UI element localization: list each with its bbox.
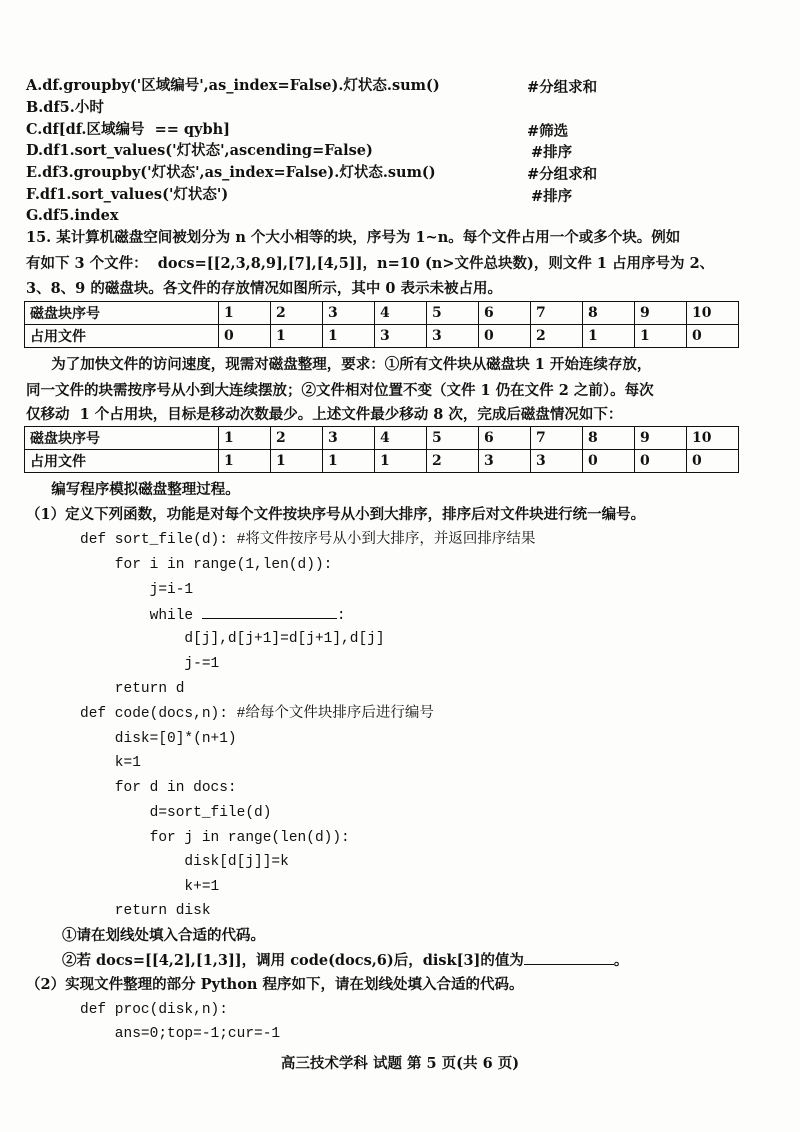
q15-intro: 编写程序模拟磁盘整理过程。 [26,481,240,498]
answer-blank-disk3[interactable] [524,950,614,965]
table-header-cell: 磁盘块序号 [25,302,219,325]
table-cell: 4 [375,302,427,325]
table-cell: 6 [479,302,531,325]
code-line: def code(docs,n): #给每个文件块排序后进行编号 [80,706,434,722]
q15-sub1: ①请在划线处填入合适的代码。 [62,927,265,944]
table-cell: 3 [375,325,427,348]
table-row [25,450,739,473]
q15-para2: 同一文件的块需按序号从小到大连续摆放；②文件相对位置不变（文件 1 仍在文件 2 之前）。每次 [26,382,654,399]
table-cell: 1 [635,325,687,348]
table-row [25,427,739,450]
q15-part2: （2）实现文件整理的部分 Python 程序如下，请在划线处填入合适的代码。 [26,976,524,993]
table-cell: 1 [271,325,323,348]
q15-sub2-line: ②若 docs=[[4,2],[1,3]]，调用 code(docs,6)后，disk[3]的值为 。 [62,952,629,969]
code-line: disk=[0]*(n+1) [80,731,237,747]
table-cell: 5 [427,302,479,325]
q15-line3: 3、8、9 的磁盘块。各文件的存放情况如图所示，其中 0 表示未被占用。 [26,280,502,297]
q15-line2: 有如下 3 个文件： docs=[[2,3,8,9],[7],[4,5]]，n=10 (n>文件总块数)，则文件 1 占用序号为 2、 [26,255,715,272]
table-cell: 0 [635,450,687,473]
table-cell: 10 [687,427,739,450]
table-cell: 7 [531,302,583,325]
table-cell: 1 [219,302,271,325]
option-b: B.df5.小时 [26,99,104,116]
code-while-text: while [80,608,202,624]
option-a-comment: #分组求和 [527,79,598,96]
table-header-cell: 占用文件 [25,325,219,348]
q15-sub2: ②若 docs=[[4,2],[1,3]]，调用 code(docs,6)后，disk[3]的值为 [62,952,524,969]
option-d: D.df1.sort_values('灯状态',ascending=False) [26,142,373,159]
table-cell: 3 [323,302,375,325]
table-cell: 8 [583,302,635,325]
option-g: G.df5.index [26,207,119,224]
q15-part1: （1）定义下列函数，功能是对每个文件按块序号从小到大排序，排序后对文件块进行统一编号。 [26,506,646,523]
option-f-comment: #排序 [531,188,573,205]
code-line: k=1 [80,755,141,771]
table-cell: 8 [583,427,635,450]
table-cell: 1 [323,450,375,473]
code-line: disk[d[j]]=k [80,854,289,870]
table-header-cell: 磁盘块序号 [25,427,219,450]
option-e-comment: #分组求和 [527,166,598,183]
option-e: E.df3.groupby('灯状态',as_index=False).灯状态.sum() [26,164,436,181]
answer-blank-while[interactable] [202,604,337,619]
code-line: def sort_file(d): #将文件按序号从小到大排序，并返回排序结果 [80,532,536,548]
table-cell: 0 [479,325,531,348]
q15-para1: 为了加快文件的访问速度，现需对磁盘整理，要求：①所有文件块从磁盘块 1 开始连续存放， [26,356,652,373]
code-line-while: while : [80,604,346,626]
table-cell: 0 [687,325,739,348]
option-f: F.df1.sort_values('灯状态') [26,186,229,203]
table-cell: 3 [323,427,375,450]
code-line: def proc(disk,n): [80,1002,228,1018]
table-cell: 0 [583,450,635,473]
disk-table-before [24,301,739,348]
table-cell: 10 [687,302,739,325]
table-cell: 3 [427,325,479,348]
table-cell: 2 [427,450,479,473]
table-cell: 5 [427,427,479,450]
code-line: d[j],d[j+1]=d[j+1],d[j] [80,631,385,647]
code-line: j-=1 [80,656,220,672]
table-row [25,302,739,325]
code-line: k+=1 [80,879,220,895]
table-cell: 1 [271,450,323,473]
page-footer: 高三技术学科 试题 第 5 页(共 6 页) [280,1055,520,1072]
q15-line1: 15. 某计算机磁盘空间被划分为 n 个大小相等的块，序号为 1~n。每个文件占用一个或多个块。例如 [26,229,681,246]
code-line: for d in docs: [80,780,237,796]
code-line: j=i-1 [80,582,194,598]
table-cell: 3 [479,450,531,473]
table-row [25,325,739,348]
table-cell: 3 [531,450,583,473]
code-line: return disk [80,903,211,919]
table-cell: 2 [271,302,323,325]
table-cell: 6 [479,427,531,450]
table-cell: 2 [271,427,323,450]
code-line: ans=0;top=-1;cur=-1 [80,1026,281,1042]
option-c-comment: #筛选 [527,123,569,140]
option-d-comment: #排序 [531,144,573,161]
table-cell: 1 [583,325,635,348]
table-cell: 1 [219,450,271,473]
table-cell: 0 [219,325,271,348]
table-cell: 4 [375,427,427,450]
table-cell: 2 [531,325,583,348]
table-cell: 1 [323,325,375,348]
table-cell: 1 [375,450,427,473]
code-line: for j in range(len(d)): [80,830,350,846]
option-a: A.df.groupby('区域编号',as_index=False).灯状态.sum() [26,77,440,94]
table-cell: 9 [635,302,687,325]
code-line: return d [80,681,185,697]
disk-table-after [24,426,739,473]
option-c: C.df[df.区域编号 == qybh] [26,121,231,138]
q15-para3: 仅移动 1 个占用块，目标是移动次数最少。上述文件最少移动 8 次，完成后磁盘情况如下： [26,406,623,423]
table-header-cell: 占用文件 [25,450,219,473]
table-cell: 0 [687,450,739,473]
code-line: for i in range(1,len(d)): [80,557,333,573]
table-cell: 1 [219,427,271,450]
table-cell: 9 [635,427,687,450]
table-cell: 7 [531,427,583,450]
code-line: d=sort_file(d) [80,805,272,821]
